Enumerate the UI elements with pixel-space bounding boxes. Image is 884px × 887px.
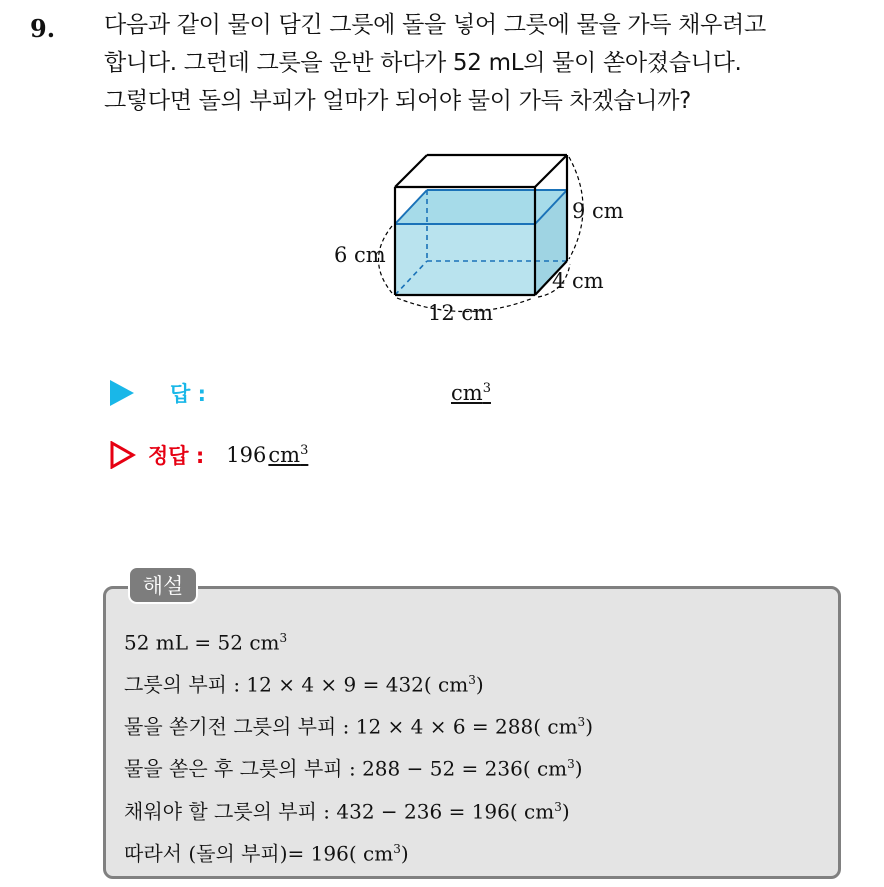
box-figure xyxy=(320,140,650,340)
explanation-line: 채워야 할 그릇의 부피 : 432 − 236 = 196( $cm^3$) xyxy=(124,799,570,824)
explanation-line: 그릇의 부피 : 12 × 4 × 9 = 432( $cm^3$) xyxy=(124,672,484,697)
water-front-face xyxy=(395,224,535,295)
explanation-line: 물을 쏟은 후 그릇의 부피 : 288 − 52 = 236( $cm^3$) xyxy=(124,757,583,782)
question-line: 그렇다면 돌의 부피가 얼마가 되어야 물이 가득 차겠습니까? xyxy=(104,88,692,114)
explanation-lines xyxy=(124,620,593,873)
explanation-line: 물을 쏟기전 그릇의 부피 : 12 × 4 × 6 = 288( $cm^3$) xyxy=(124,714,593,739)
height-label: 9 cm xyxy=(572,199,624,223)
question-line: 합니다. 그런데 그릇을 운반 하다가 52 mL의 물이 쏟아졌습니다. xyxy=(104,50,742,76)
solution-label: 정답 : xyxy=(148,444,205,468)
solution-value: 196 xyxy=(226,443,267,467)
explanation-line: 52 mL = 52 $cm^3$ xyxy=(124,630,288,655)
explanation-line: 따라서 (돌의 부피)= 196( $cm^3$) xyxy=(124,841,409,866)
water-height-label: 6 cm xyxy=(334,243,386,267)
solution-row xyxy=(110,440,308,470)
answer-label: 답 : xyxy=(170,382,206,406)
question-number: 9. xyxy=(30,14,56,43)
answer-unit: $cm^3$ xyxy=(451,381,491,405)
question-line: 다음과 같이 물이 담긴 그릇에 돌을 넣어 그릇에 물을 가득 채우려고 xyxy=(104,12,766,38)
width-label: 12 cm xyxy=(428,301,494,325)
explanation-tag: 해설 xyxy=(128,566,198,604)
question-text xyxy=(104,6,874,120)
answer-arrow-icon xyxy=(110,380,134,406)
answer-row xyxy=(110,378,491,408)
solution-unit: $cm^3$ xyxy=(268,443,309,467)
depth-label: 4 cm xyxy=(552,269,604,293)
solution-arrow-icon xyxy=(110,441,136,469)
